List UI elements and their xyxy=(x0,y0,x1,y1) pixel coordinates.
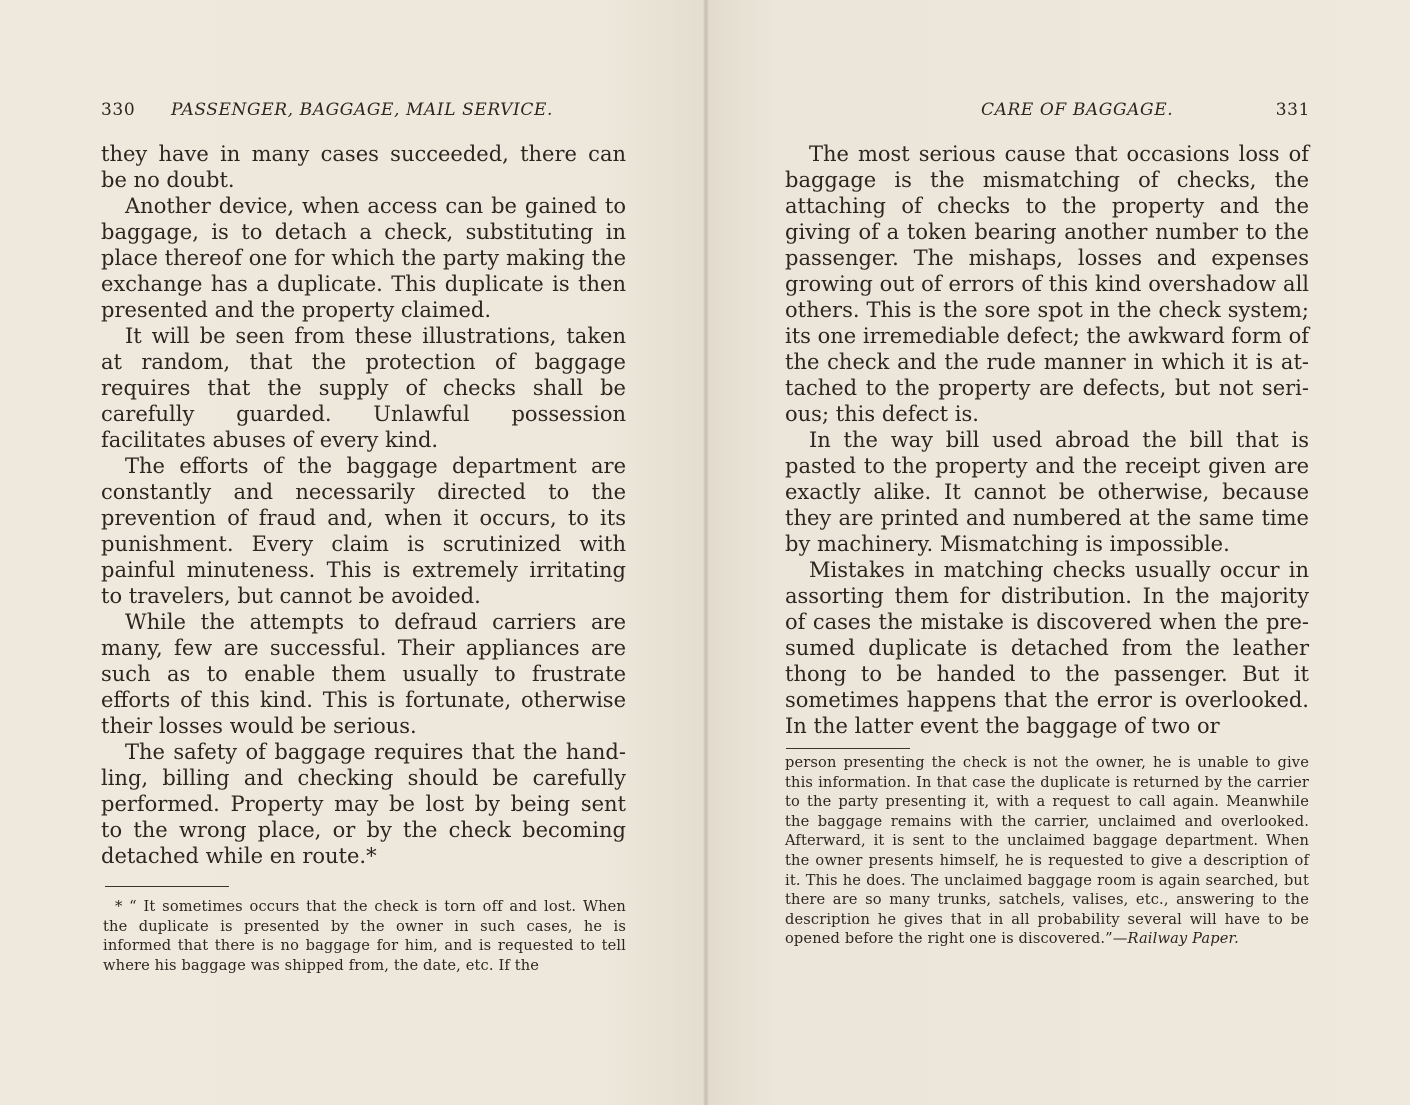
left-paragraph-2: Another device, when access can be gained to baggage, is to detach a check, substituting in place thereof one for which the party making the exchange has a duplicate. This duplicate is then presented and the property claimed. xyxy=(101,194,626,322)
left-running-title: PASSENGER, BAGGAGE, MAIL SERVICE. xyxy=(171,100,553,120)
left-page-number: 330 xyxy=(101,100,136,120)
left-paragraph-5: While the attempts to defraud carriers are many, few are successful. Their appliances are such as to enable them usually to frustrate efforts of this kind. This is fortunate, otherwise their losses would be serious. xyxy=(101,610,626,738)
left-paragraph-6: The safety of baggage requires that the handling, billing and checking should be carefully performed. Property may be lost by being sent to the wrong place, or by the check becoming detached while en route.* xyxy=(101,740,626,868)
left-footnote-rule xyxy=(105,886,229,887)
right-running-title: CARE OF BAGGAGE. xyxy=(981,100,1174,120)
left-paragraph-1: they have in many cases succeeded, there can be no doubt. xyxy=(101,142,626,192)
left-footnote-text: * “ It sometimes occurs that the check is torn off and lost. When the duplicate is presented by the owner in such cases, he is informed that there is no baggage for him, and is requested to tell where his baggage was shipped from, the date, etc. If the xyxy=(103,898,626,974)
right-footnote-body: person presenting the check is not the owner, he is unable to give this information. In that case the duplicate is returned by the carrier to the party presenting it, with a request to call again. Meanwhile the baggage remains with the carrier, unclaimed and overlooked. Afterward, it is sent to the unclaimed baggage department. When the owner presents himself, he is requested to give a description of it. This he does. The unclaimed baggage room is again searched, but there are so many trunks, satchels, valises, etc., answering to the description he gives that in all probability several will have to be opened before the right one is discovered.”— xyxy=(785,754,1309,948)
right-paragraph-1: The most serious cause that occasions loss of baggage is the mismatching of checks, the attaching of checks to the property and the giving of a token bearing another number to the passenger. The mishaps, losses and expenses growing out of errors of this kind overshadow all others. This is the sore spot in the check system; its one irremediable defect; the awkward form of the check and the rude manner in which it is attached to the property are defects, but not serious; this defect is. xyxy=(785,142,1309,426)
right-paragraph-3: Mistakes in matching checks usually occur in assorting them for distribution. In the majority of cases the mistake is discovered when the presumed duplicate is detached from the leather thong to be handed to the passenger. But it sometimes happens that the error is overlooked. In the latter event the baggage of two or xyxy=(785,558,1309,738)
left-running-head xyxy=(101,98,626,122)
left-body-text xyxy=(101,141,626,869)
left-footnote xyxy=(103,897,626,975)
left-paragraph-3: It will be seen from these illustrations, taken at random, that the protection of baggage requires that the supply of checks shall be carefully guarded. Unlawful possession facilitates abuses of every kind. xyxy=(101,324,626,452)
right-running-head xyxy=(785,98,1310,122)
right-page-number: 331 xyxy=(1275,100,1310,120)
right-body-text xyxy=(785,141,1309,739)
book-gutter xyxy=(703,0,709,1105)
right-footnote xyxy=(785,753,1309,949)
right-paragraph-2: In the way bill used abroad the bill that is pasted to the property and the receipt given are exactly alike. It cannot be otherwise, because they are printed and numbered at the same time by machinery. Mismatching is impossible. xyxy=(785,428,1309,556)
right-page xyxy=(706,0,1410,1105)
right-footnote-rule xyxy=(786,748,910,749)
footnote-source: Railway Paper. xyxy=(1127,930,1239,948)
left-paragraph-4: The efforts of the baggage department are constantly and necessarily directed to the prevention of fraud and, when it occurs, to its punishment. Every claim is scrutinized with painful minuteness. This is extremely irritating to travelers, but cannot be avoided. xyxy=(101,454,626,608)
right-footnote-text xyxy=(785,753,1309,949)
